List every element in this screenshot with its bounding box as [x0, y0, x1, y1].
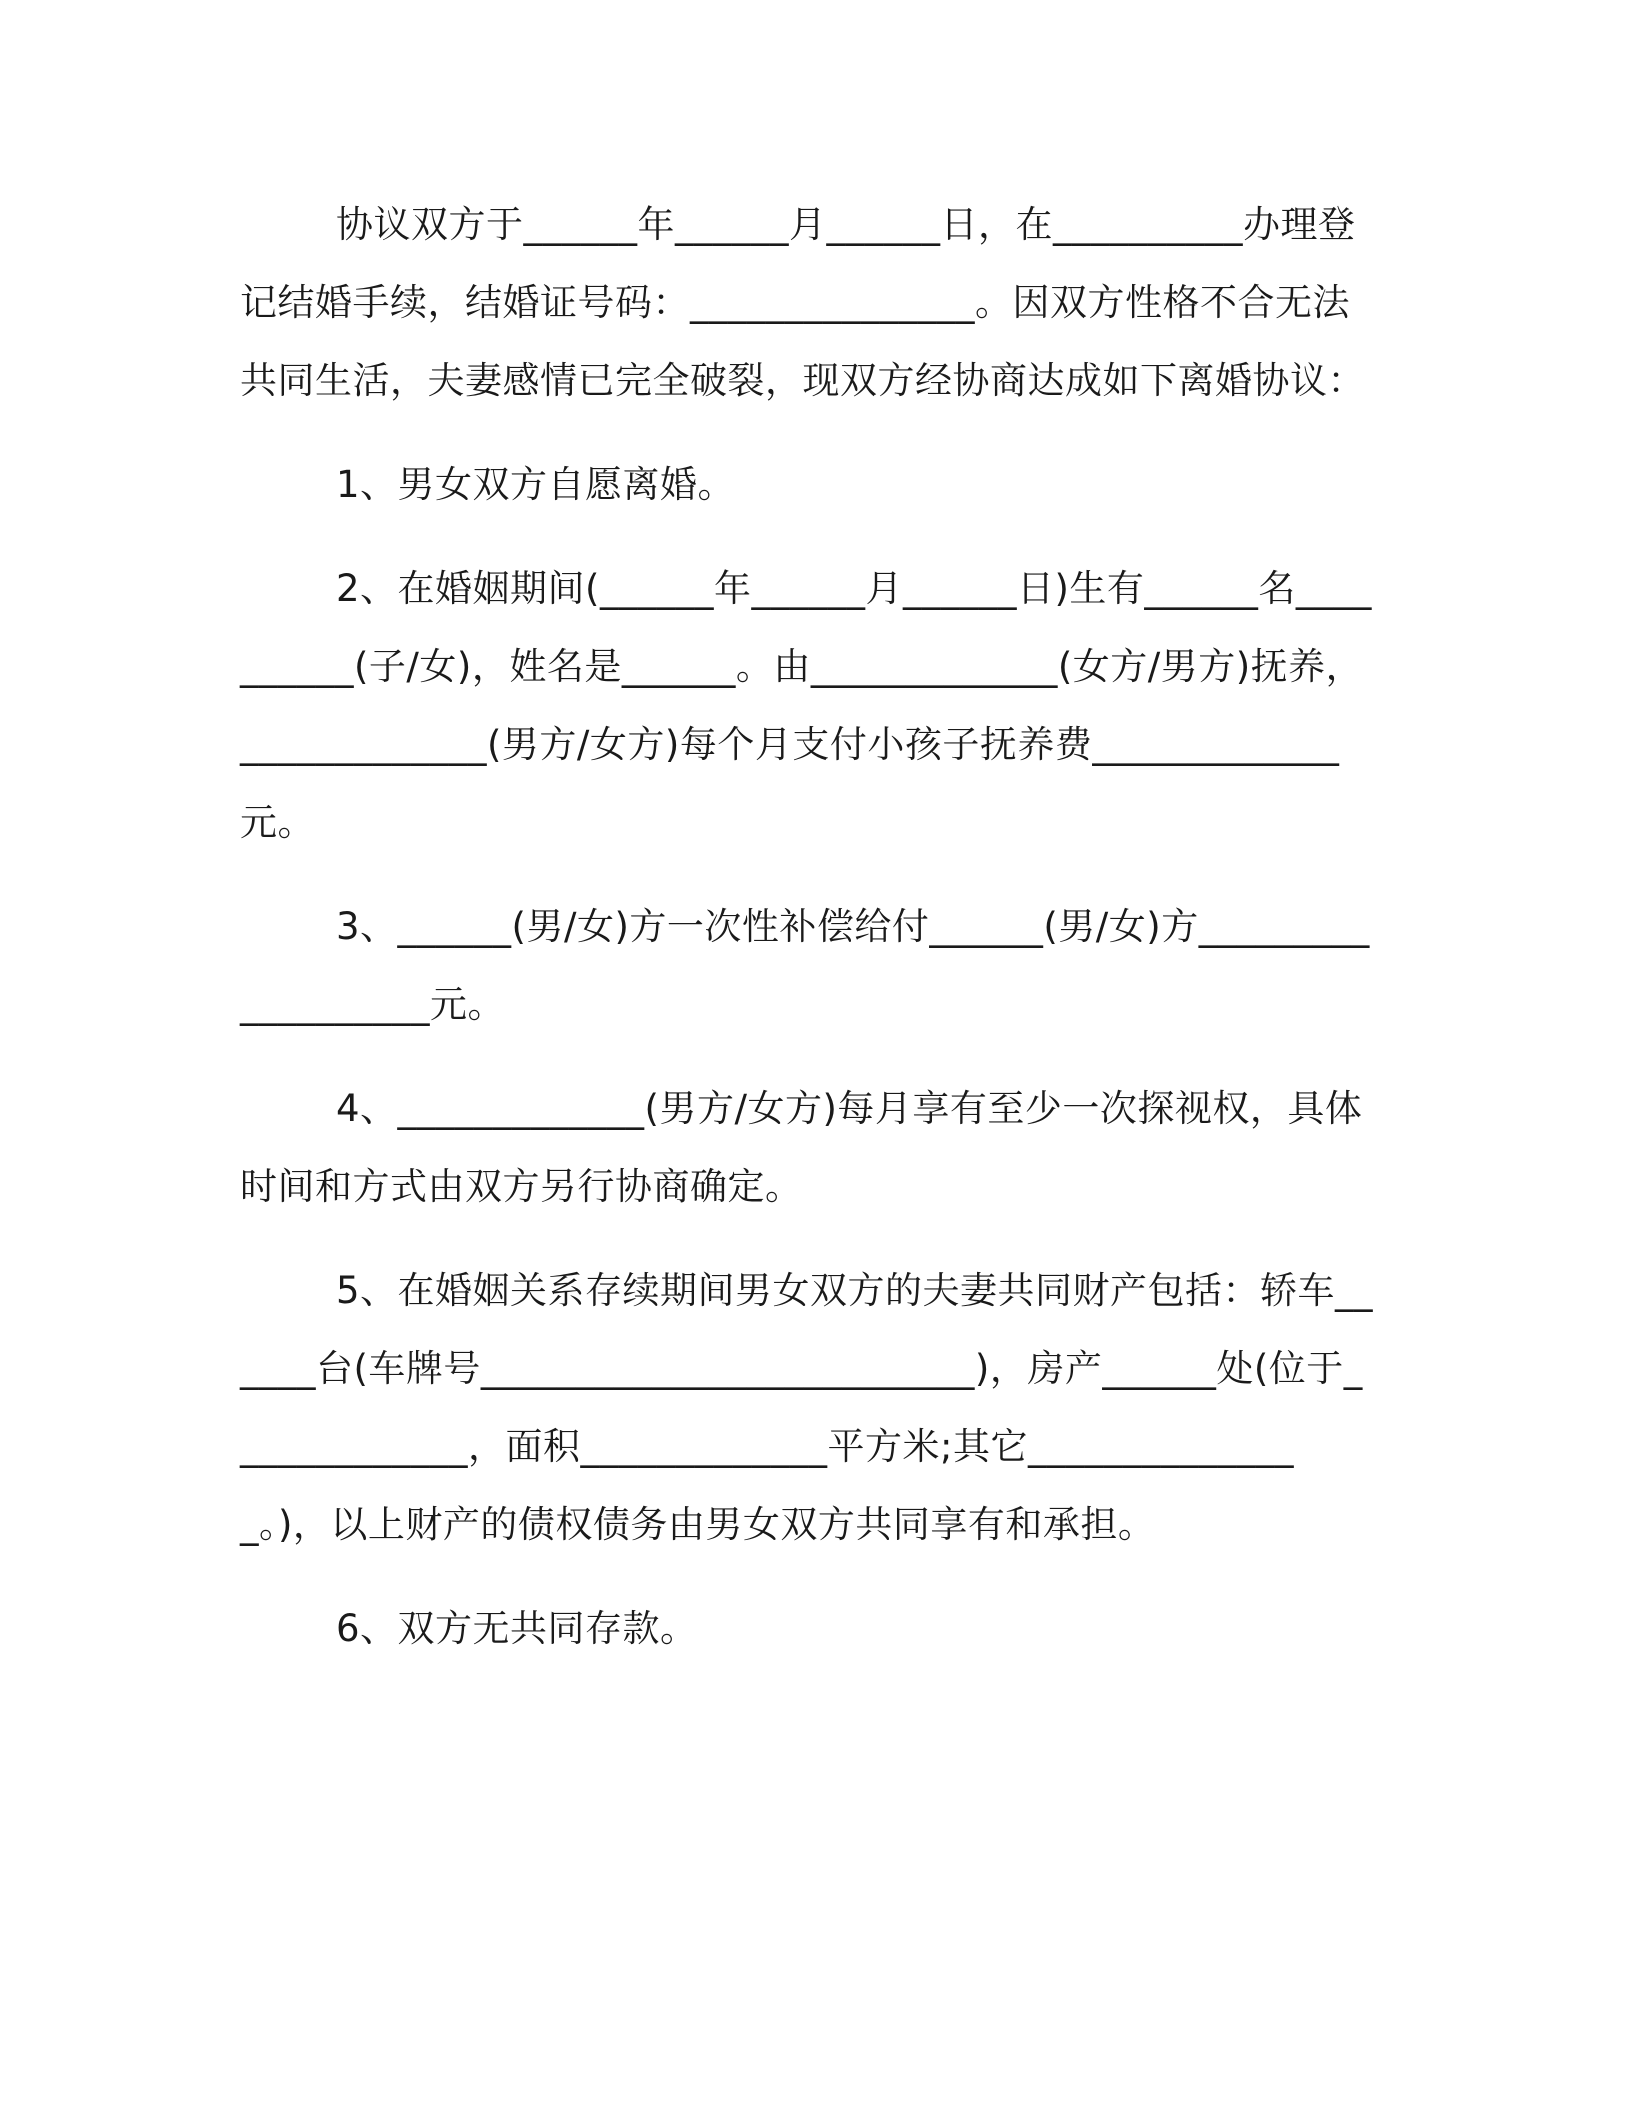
- clause-5: 5、在婚姻关系存续期间男女双方的夫妻共同财产包括：轿车______台(车牌号__________________________)，房产______处(位于_____________，面积_____________平方米;其它_______________。)，以上财产的债权债务由男女双方共同享有和承担。: [240, 1269, 1374, 1546]
- clause-2: 2、在婚姻期间(______年______月______日)生有______名__________(子/女)，姓名是______。由_____________(女方/男方)抚养，_____________(男方/女方)每个月支付小孩子抚养费_____________元。: [240, 567, 1372, 844]
- intro-paragraph: 协议双方于______年______月______日，在__________办理登记结婚手续，结婚证号码：_______________。因双方性格不合无法共同生活，夫妻感情已完全破裂，现双方经协商达成如下离婚协议：: [240, 203, 1365, 402]
- clause-3: 3、______(男/女)方一次性补偿给付______(男/女)方___________________元。: [240, 905, 1370, 1026]
- clause-1: 1、男女双方自愿离婚。: [336, 463, 736, 506]
- document-body: [240, 186, 1380, 1694]
- clause-6: 6、双方无共同存款。: [336, 1607, 698, 1650]
- clause-4: 4、_____________(男方/女方)每月享有至少一次探视权，具体时间和方式由双方另行协商确定。: [240, 1087, 1363, 1208]
